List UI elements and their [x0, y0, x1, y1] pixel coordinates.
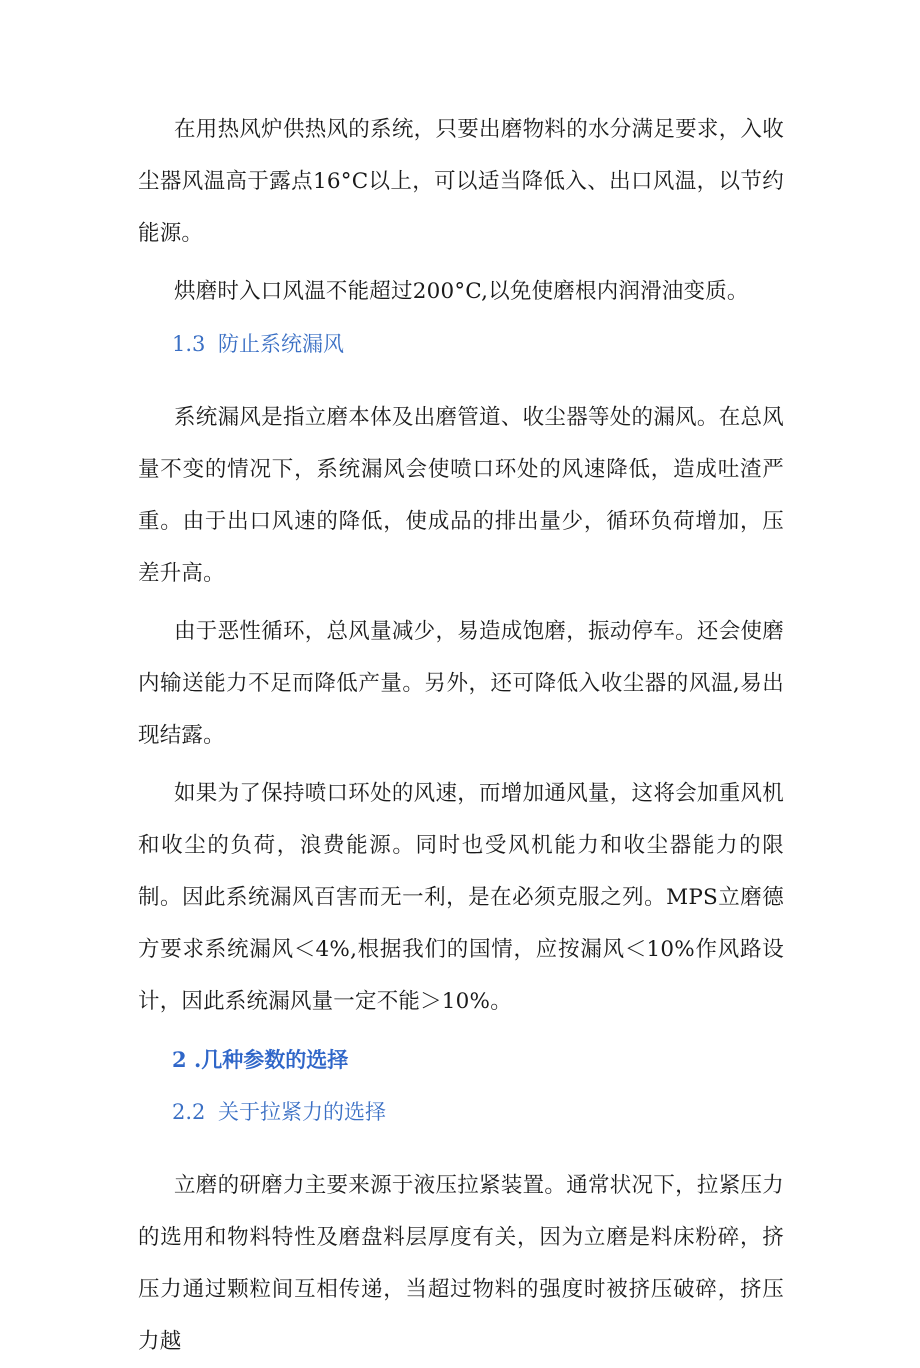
section-title: .几种参数的选择 [194, 1047, 349, 1072]
paragraph-tension-force: 立磨的研磨力主要来源于液压拉紧装置。通常状况下，拉紧压力的选用和物料特性及磨盘料层厚度有关，因为立磨是料床粉碎，挤压力通过颗粒间互相传递，当超过物料的强度时被挤压破碎，挤压力越 [138, 1173, 784, 1354]
paragraph-system-leakage: 系统漏风是指立磨本体及出磨管道、收尘器等处的漏风。在总风量不变的情况下，系统漏风会使喷口环处的风速降低，造成吐渣严重。由于出口风速的降低，使成品的排出量少，循环负荷增加，压差升高。 [138, 405, 784, 586]
document-body [138, 104, 784, 1368]
paragraph-leakage-limit: 如果为了保持喷口环处的风速，而增加通风量，这将会加重风机和收尘的负荷，浪费能源。同时也受风机能力和收尘器能力的限制。因此系统漏风百害而无一利，是在必须克服之列。MPS立磨德方要求系统漏风＜4%,根据我们的国情，应按漏风＜10%作风路设计，因此系统漏风量一定不能＞10%。 [138, 781, 784, 1014]
paragraph-inlet-temperature: 烘磨时入口风温不能超过200°C,以免使磨根内润滑油变质。 [174, 279, 749, 304]
paragraph-vicious-cycle: 由于恶性循环，总风量减少，易造成饱磨，振动停车。还会使磨内输送能力不足而降低产量。另外，还可降低入收尘器的风温,易出现结露。 [138, 619, 784, 748]
section-heading-1-3 [138, 318, 784, 370]
section-title: 防止系统漏风 [218, 332, 344, 356]
section-number: 2.2 [172, 1100, 206, 1124]
section-heading-2-2 [138, 1086, 784, 1138]
section-number: 2 [172, 1047, 187, 1072]
paragraph-hot-air-furnace: 在用热风炉供热风的系统，只要出磨物料的水分满足要求，入收尘器风温高于露点16°C以上，可以适当降低入、出口风温，以节约能源。 [138, 117, 784, 246]
section-heading-2 [138, 1034, 784, 1086]
section-title: 关于拉紧力的选择 [218, 1100, 386, 1124]
section-number: 1.3 [172, 332, 206, 356]
